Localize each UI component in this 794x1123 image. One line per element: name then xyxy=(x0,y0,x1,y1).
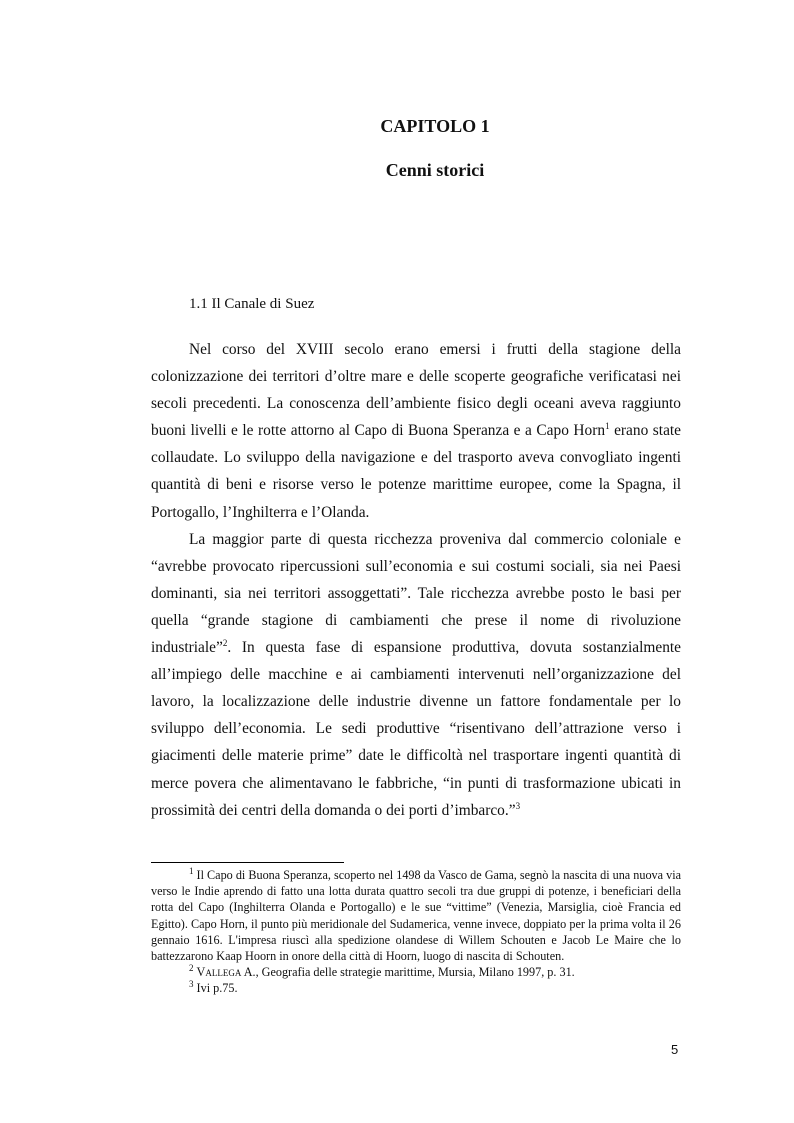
footnote-reference: 3 xyxy=(515,800,521,811)
footnote-mark: 1 xyxy=(189,865,194,876)
body-text xyxy=(151,336,681,824)
paragraph-1 xyxy=(151,336,681,526)
footnote-author: Vallega xyxy=(196,965,242,980)
section-heading: 1.1 Il Canale di Suez xyxy=(189,296,315,312)
footnote-text: Ivi p.75. xyxy=(193,981,238,996)
footnote-2 xyxy=(151,964,681,980)
footnote-mark: 3 xyxy=(189,979,194,990)
paragraph-text: La maggior parte di questa ricchezza proveniva dal commercio coloniale e “avrebbe provocato ripercussioni sull’economia e sui costumi sociali, sia nei Paesi dominanti, sia nei territori assoggettati”. Tale ricchezza avrebbe posto le basi per quella “grande stagione di cambiamenti che prese il nome di rivoluzione industriale” xyxy=(151,530,681,657)
paragraph-text: . In questa fase di espansione produttiva, dovuta sostanzialmente all’impiego delle macchine e ai cambiamenti intervenuti nell’organizzazione del lavoro, la localizzazione delle industrie divenne un fattore fondamentale per lo sviluppo dell’economia. Le sedi produttive “risentivano dell’attrazione verso i giacimenti delle materie prime” date le difficoltà nel trasportare ingenti quantità di merce povera che alimentavano le fabbriche, “in punti di trasformazione ubicati in prossimità dei centri della domanda o dei porti d’imbarco.” xyxy=(151,639,681,819)
paragraph-text: Nel corso del XVIII secolo erano emersi i frutti della stagione della colonizzazione dei territori d’oltre mare e delle scoperte geografiche verificatasi nei secoli precedenti. La conoscenza dell’ambiente fisico degli oceani aveva raggiunto buoni livelli e le rotte attorno al Capo di Buona Speranza e a Capo Horn xyxy=(151,341,681,440)
footnote-1 xyxy=(151,867,681,964)
footnotes xyxy=(151,867,681,997)
footnote-text: A., Geografia delle strategie marittime, Mursia, Milano 1997, p. 31. xyxy=(241,965,575,980)
chapter-number: CAPITOLO 1 xyxy=(380,116,490,136)
footnote-reference: 1 xyxy=(605,421,610,432)
footnote-mark: 2 xyxy=(189,963,194,974)
paragraph-text: erano state collaudate. Lo sviluppo della navigazione e del trasporto aveva convogliato ingenti quantità di beni e risorse verso le potenze marittime europee, come la Spagna, il Portogallo, l’Inghilterra e l’Olanda. xyxy=(151,422,682,521)
paragraph-2 xyxy=(151,526,681,824)
footnote-separator xyxy=(151,862,344,863)
page-number: 5 xyxy=(671,1042,679,1057)
chapter-title: Cenni storici xyxy=(385,160,485,180)
footnote-3 xyxy=(151,980,681,996)
footnote-text: Il Capo di Buona Speranza, scoperto nel 1498 da Vasco de Gama, segnò la nascita di una nuova via verso le Indie aprendo di fatto una lotta durata quattro secoli tra due gruppi di potenze, i beneficiari della rotta del Capo (Inghilterra Olanda e Portogallo) e le sue “vittime” (Venezia, Marsiglia, cioè Francia ed Egitto). Capo Horn, il punto più meridionale del Sudamerica, venne invece, doppiato per la prima volta il 26 gennaio 1616. L'impresa riuscì alla spedizione olandese di Willem Schouten e Jacob Le Maire che lo battezzarono Kaap Hoorn in onore della città di Hoorn, luogo di nascita di Schouten. xyxy=(151,868,681,964)
footnote-reference: 2 xyxy=(222,637,228,648)
